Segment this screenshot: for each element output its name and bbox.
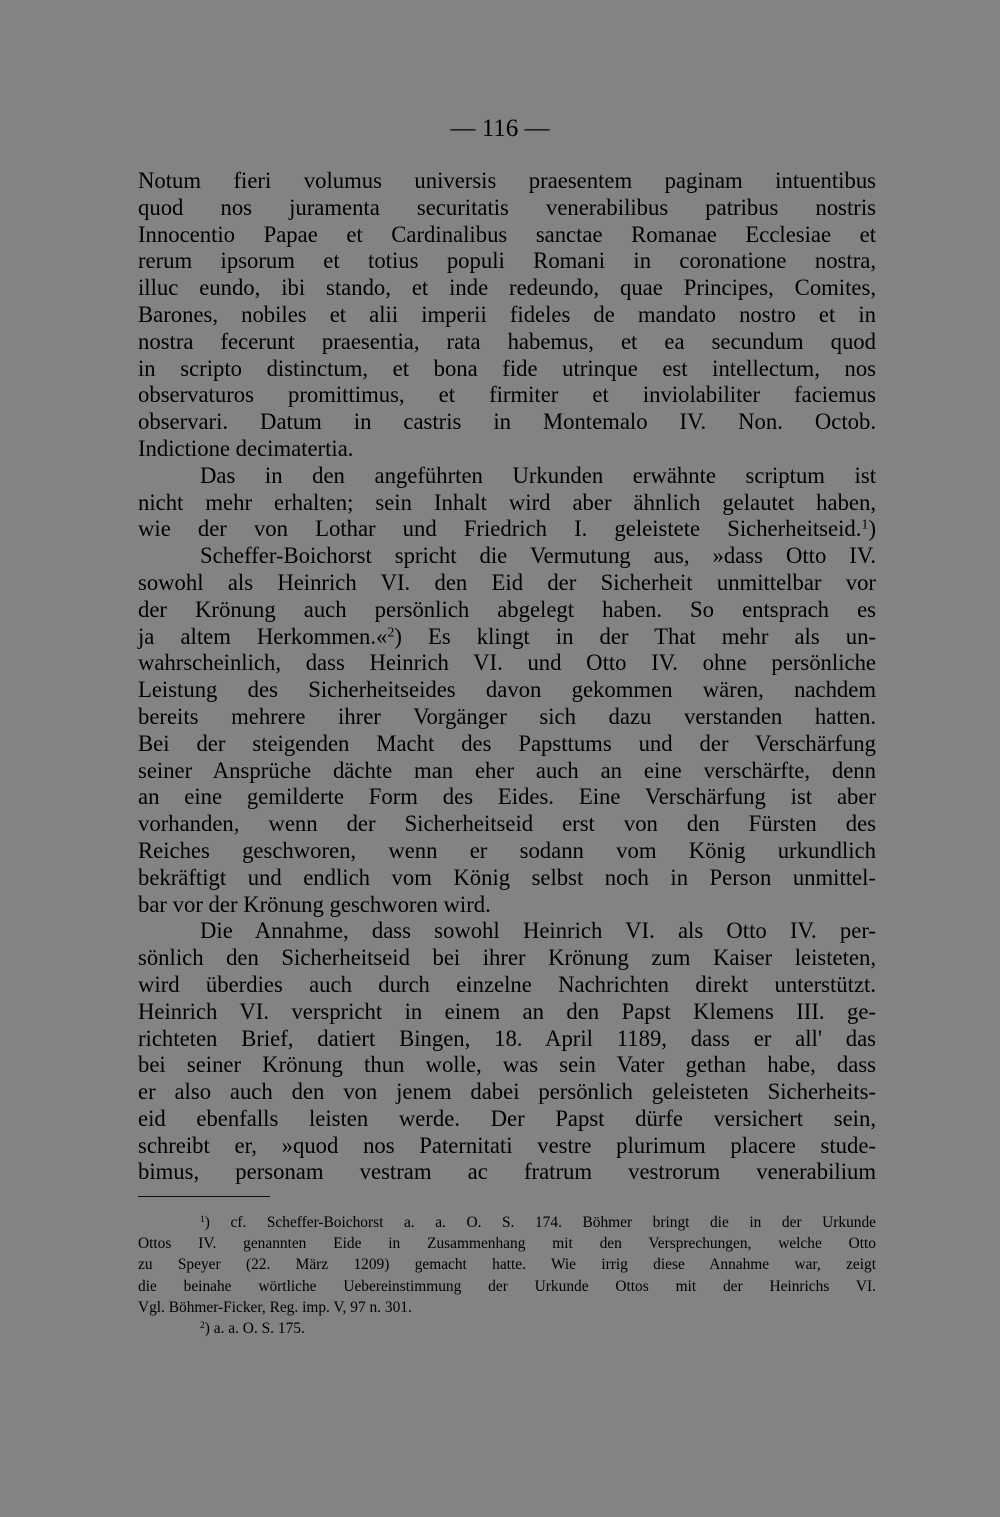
text-line: Notum fieri volumus universis praesentem paginam intuentibus: [138, 168, 876, 193]
text-line: rerum ipsorum et totius populi Romani in coronatione nostra,: [138, 248, 876, 274]
text-line: bimus, personam vestram ac fratrum vestrorum venerabilium: [138, 1159, 876, 1185]
text-line: bereits mehrere ihrer Vorgänger sich dazu verstanden hatten.: [138, 703, 876, 729]
text-line: Indictione decimatertia.: [138, 435, 354, 461]
text-line: sowohl als Heinrich VI. den Eid der Sicherheit unmittelbar vor: [138, 569, 876, 595]
text-line: wahrscheinlich, dass Heinrich VI. und Otto IV. ohne persönliche: [138, 650, 876, 676]
footnote-ref-paren: ): [868, 516, 876, 542]
text-line: seiner Ansprüche dächte man eher auch an eine verschärfte, denn: [138, 757, 876, 783]
text-line: er also auch den von jenem dabei persönlich geleisteten Sicherheits-: [138, 1079, 876, 1105]
text-line: sönlich den Sicherheitseid bei ihrer Krönung zum Kaiser leisteten,: [138, 945, 876, 971]
text-line: nostra fecerunt praesentia, rata habemus, et ea secundum quod: [138, 328, 876, 354]
main-text: [138, 168, 876, 1186]
footnote-line: Ottos IV. genannten Eide in Zusammenhang mit den Versprechungen, welche Otto: [138, 1235, 876, 1253]
text-fragment: ja altem Herkommen.«: [138, 623, 388, 649]
text-line: Reiches geschworen, wenn er sodann vom König urkundlich: [138, 837, 876, 863]
text-line: Die Annahme, dass sowohl Heinrich VI. als Otto IV. per-: [200, 918, 876, 944]
footnote-marker: 2: [200, 1319, 205, 1331]
text-line: wird überdies auch durch einzelne Nachrichten direkt unterstützt.: [138, 971, 876, 997]
text-line: schreibt er, »quod nos Paternitati vestre plurimum placere stude-: [138, 1132, 876, 1158]
text-line: der Krönung auch persönlich abgelegt haben. So entsprach es: [138, 596, 876, 622]
text-line: Heinrich VI. verspricht in einem an den Papst Klemens III. ge-: [138, 998, 876, 1024]
text-line: observari. Datum in castris in Montemalo IV. Non. Octob.: [138, 409, 876, 435]
text-line: nicht mehr erhalten; sein Inhalt wird aber ähnlich gelautet haben,: [138, 489, 876, 515]
text-line: in scripto distinctum, et bona fide utrinque est intellectum, nos: [138, 355, 876, 381]
footnote-divider: [138, 1196, 270, 1197]
text-line: bar vor der Krönung geschworen wird.: [138, 891, 491, 917]
footnote-ref-2: 2: [387, 623, 395, 640]
footnotes: [138, 1212, 876, 1339]
text-line: Scheffer-Boichorst spricht die Vermutung aus, »dass Otto IV.: [200, 543, 876, 569]
text-line: Innocentio Papae et Cardinalibus sanctae Romanae Ecclesiae et: [138, 221, 876, 247]
text-line: Das in den angeführten Urkunden erwähnte scriptum ist: [200, 462, 876, 488]
footnote-line: Vgl. Böhmer-Ficker, Reg. imp. V, 97 n. 301.: [138, 1298, 412, 1316]
text-line: Bei der steigenden Macht des Papsttums und der Verschärfung: [138, 730, 876, 756]
footnote-ref-paren: ): [394, 623, 402, 649]
text-line: Barones, nobiles et alii imperii fideles de mandato nostro et in: [138, 301, 876, 327]
page-number: — 116 —: [450, 115, 550, 142]
footnote-text: a. a. O. S. 175.: [209, 1320, 305, 1338]
footnote-2: [138, 1318, 876, 1339]
footnote-marker: 1: [200, 1213, 205, 1225]
text-line: an eine gemilderte Form des Eides. Eine Verschärfung ist aber: [138, 784, 876, 810]
text-line: bekräftigt und endlich vom König selbst noch in Person unmittel-: [138, 864, 876, 890]
text-line-with-footnote-ref: [138, 624, 876, 651]
text-line: illuc eundo, ibi stando, et inde redeundo, quae Principes, Comites,: [138, 275, 876, 301]
footnote-text: cf. Scheffer-Boichorst a. a. O. S. 174. Böhmer bringt die in der Urkunde: [209, 1214, 876, 1231]
footnote-line: zu Speyer (22. März 1209) gemacht hatte. Wie irrig diese Annahme war, zeigt: [138, 1256, 876, 1274]
text-line: eid ebenfalls leisten werde. Der Papst dürfe versichert sein,: [138, 1105, 876, 1131]
footnote-marker-paren: ): [204, 1320, 210, 1338]
footnote-marker-paren: ): [204, 1214, 210, 1231]
text-line: bei seiner Krönung thun wolle, was sein Vater gethan habe, dass: [138, 1052, 876, 1078]
text-line: vorhanden, wenn der Sicherheitseid erst von den Fürsten des: [138, 811, 876, 837]
footnote-ref-1: 1: [861, 516, 869, 533]
text-line: quod nos juramenta securitatis venerabilibus patribus nostris: [138, 194, 876, 220]
text-line: observaturos promittimus, et firmiter et inviolabiliter faciemus: [138, 382, 876, 408]
text-line-with-footnote-ref: [138, 516, 876, 543]
text-fragment: wie der von Lothar und Friedrich I. geleistete Sicherheitseid.: [138, 516, 862, 542]
footnote-1: [138, 1212, 876, 1233]
text-line: richteten Brief, datiert Bingen, 18. April 1189, dass er all' das: [138, 1025, 876, 1051]
text-fragment: Es klingt in der That mehr als un-: [401, 623, 876, 649]
text-line: Leistung des Sicherheitseides davon gekommen wären, nachdem: [138, 677, 876, 703]
footnote-line: die beinahe wörtliche Uebereinstimmung der Urkunde Ottos mit der Heinrichs VI.: [138, 1277, 876, 1295]
